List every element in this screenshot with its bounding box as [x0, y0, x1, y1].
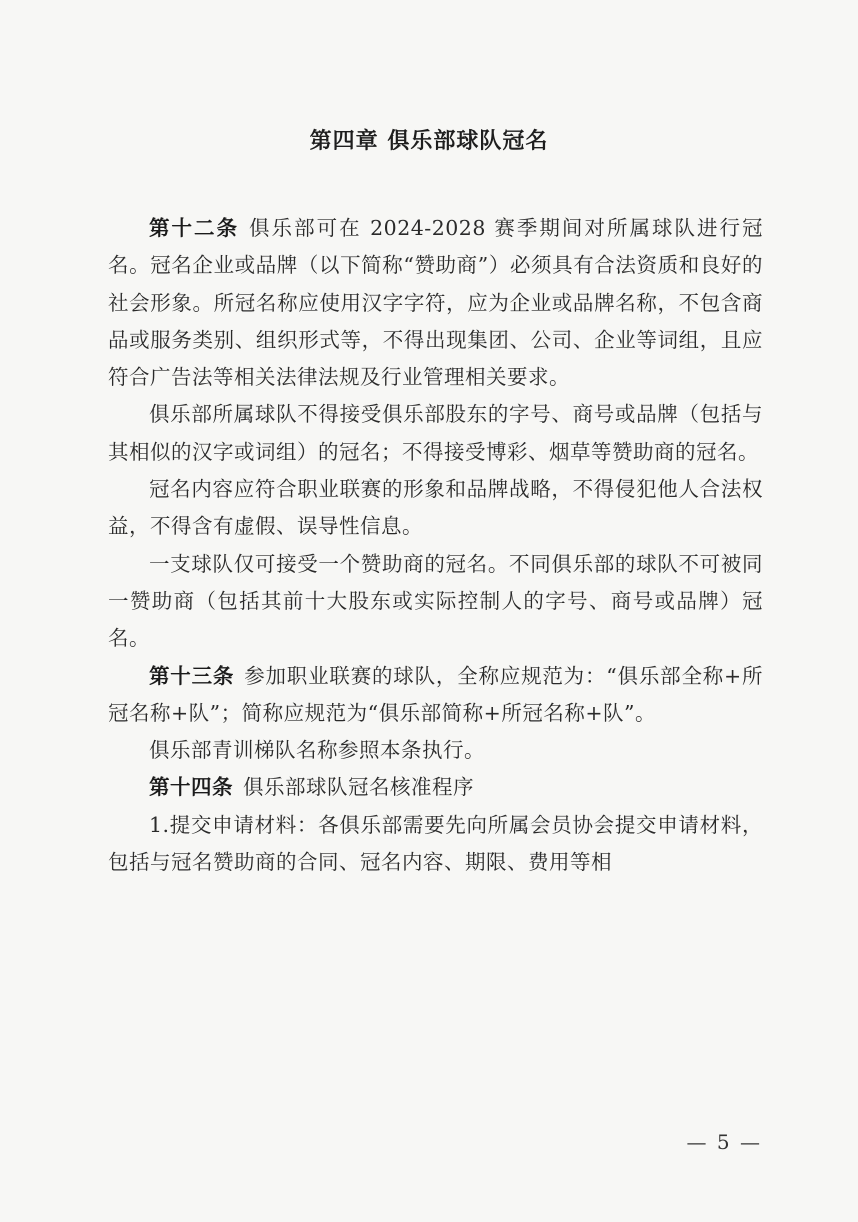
paragraph-text: 俱乐部所属球队不得接受俱乐部股东的字号、商号或品牌（包括与其相似的汉字或词组）的冠名；不得接受博彩、烟草等赞助商的冠名。 — [108, 402, 763, 464]
paragraph-text: 冠名内容应符合职业联赛的形象和品牌战略，不得侵犯他人合法权益，不得含有虚假、误导性信息。 — [108, 477, 763, 539]
article-label: 第十四条 — [149, 775, 233, 800]
document-body — [108, 210, 763, 881]
paragraph — [108, 769, 763, 806]
paragraph — [108, 471, 763, 546]
paragraph-text: 参加职业联赛的球队，全称应规范为：“俱乐部全称+所冠名称+队”；简称应规范为“俱乐部简称+所冠名称+队”。 — [108, 663, 764, 725]
page-number: — 5 — — [686, 1130, 762, 1154]
article-label: 第十二条 — [149, 216, 240, 240]
paragraph-text: 俱乐部青训梯队名称参照本条执行。 — [149, 738, 485, 763]
paragraph — [108, 210, 763, 396]
paragraph-text: 俱乐部可在 2024-2028 赛季期间对所属球队进行冠名。冠名企业或品牌（以下简称“赞助商”）必须具有合法资质和良好的社会形象。所冠名称应使用汉字字符，应为企业或品牌名称，不包含商品或服务类别、组织形式等，不得出现集团、公司、企业等词组，且应符合广告法等相关法律法规及行业管理相关要求。 — [108, 216, 764, 390]
article-label: 第十三条 — [149, 663, 235, 688]
chapter-title: 第四章 俱乐部球队冠名 — [309, 129, 549, 154]
paragraph — [108, 546, 763, 658]
paragraph — [108, 396, 763, 471]
paragraph-text: 1.提交申请材料：各俱乐部需要先向所属会员协会提交申请材料，包括与冠名赞助商的合同、冠名内容、期限、费用等相 — [108, 812, 763, 875]
paragraph — [108, 807, 763, 882]
paragraph-text: 一支球队仅可接受一个赞助商的冠名。不同俱乐部的球队不可被同一赞助商（包括其前十大股东或实际控制人的字号、商号或品牌）冠名。 — [108, 551, 763, 651]
paragraph-text: 俱乐部球队冠名核准程序 — [243, 775, 474, 800]
paragraph — [108, 658, 763, 733]
paragraph — [108, 732, 763, 769]
